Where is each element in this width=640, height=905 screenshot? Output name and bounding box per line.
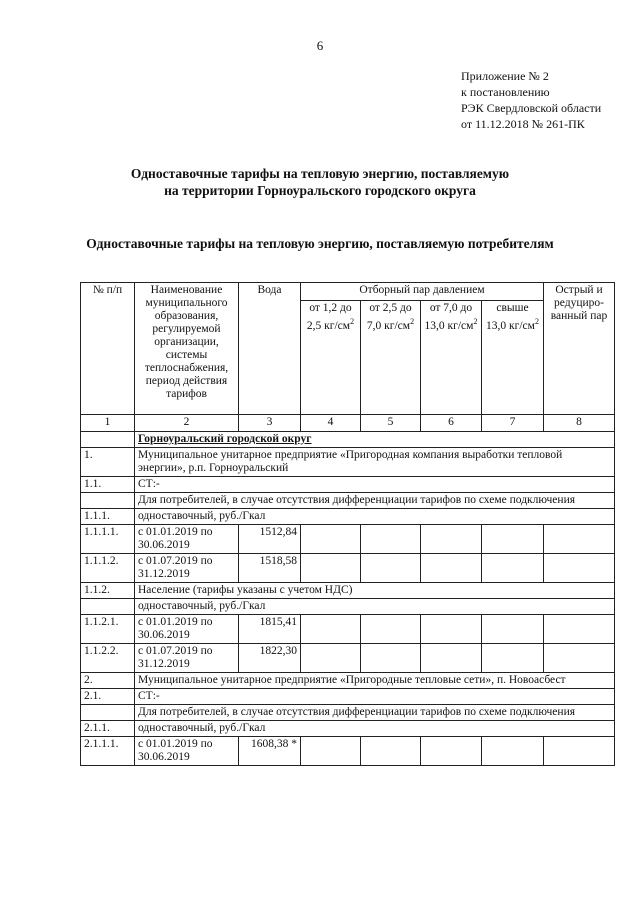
water-tariff: 1512,84 bbox=[239, 525, 301, 554]
table-row bbox=[81, 448, 615, 477]
organization-name: Муниципальное унитарное предприятие «Пригородная компания выработки тепловой энергии», р.п. Горноуральский bbox=[135, 448, 615, 477]
tariff-type: одноставочный, руб./Гкал bbox=[135, 509, 615, 525]
table-row bbox=[81, 509, 615, 525]
table-row bbox=[81, 673, 615, 689]
consumer-group: Население (тарифы указаны с учетом НДС) bbox=[135, 583, 615, 599]
col-number: 7 bbox=[482, 415, 544, 432]
table-row bbox=[81, 721, 615, 737]
row-number: 1.1.2. bbox=[81, 583, 135, 599]
system-name: СТ:- bbox=[135, 689, 615, 705]
col-number: 8 bbox=[544, 415, 615, 432]
water-tariff: 1518,58 bbox=[239, 554, 301, 583]
row-number: 2.1.1. bbox=[81, 721, 135, 737]
table-row bbox=[81, 599, 615, 615]
document-title bbox=[0, 165, 640, 199]
col-number: 3 bbox=[239, 415, 301, 432]
table-row bbox=[81, 644, 615, 673]
row-number: 1. bbox=[81, 448, 135, 477]
header-pressure-4: свыше 13,0 $кг/см^2$ bbox=[482, 301, 544, 415]
col-number: 4 bbox=[301, 415, 361, 432]
row-number: 2. bbox=[81, 673, 135, 689]
row-number: 2.1.1.1. bbox=[81, 737, 135, 766]
district-name: Горноуральский городской округ bbox=[135, 432, 615, 448]
water-tariff: 1822,30 bbox=[239, 644, 301, 673]
col-number: 5 bbox=[361, 415, 421, 432]
row-number: 1.1.1.2. bbox=[81, 554, 135, 583]
title-line: на территории Горноуральского городского округа bbox=[164, 183, 476, 198]
tariff-type: одноставочный, руб./Гкал bbox=[135, 721, 615, 737]
header-pressure-2: от 2,5 до 7,0 $кг/см^2$ bbox=[361, 301, 421, 415]
header-water: Вода bbox=[239, 283, 301, 415]
header-pressure-1: от 1,2 до 2,5 $кг/см^2$ bbox=[301, 301, 361, 415]
header-steam-group: Отборный пар давлением bbox=[301, 283, 544, 301]
appendix-line: Приложение № 2 bbox=[461, 69, 549, 83]
col-number: 2 bbox=[135, 415, 239, 432]
water-tariff: 1815,41 bbox=[239, 615, 301, 644]
table-row bbox=[81, 705, 615, 721]
title-line: Одноставочные тарифы на тепловую энергию, поставляемую bbox=[130, 166, 510, 181]
page-number: 6 bbox=[316, 38, 324, 53]
row-number: 1.1.1. bbox=[81, 509, 135, 525]
system-name: СТ:- bbox=[135, 477, 615, 493]
period: с 01.07.2019 по 31.12.2019 bbox=[135, 644, 239, 673]
table-row bbox=[81, 554, 615, 583]
consumer-group: Для потребителей, в случае отсутствия дифференциации тарифов по схеме подключения bbox=[135, 493, 615, 509]
appendix-line: РЭК Свердловской области bbox=[461, 101, 602, 115]
table-caption: Одноставочные тарифы на тепловую энергию, поставляемую потребителям bbox=[86, 236, 554, 251]
row-number: 2.1. bbox=[81, 689, 135, 705]
consumer-group: Для потребителей, в случае отсутствия дифференциации тарифов по схеме подключения bbox=[135, 705, 615, 721]
tariff-table bbox=[80, 282, 615, 766]
header-name: Наименование муниципального образования, регулируемой организации, системы теплоснабжения, период действия тарифов bbox=[135, 283, 239, 415]
appendix-block bbox=[461, 68, 601, 132]
row-number: 1.1.1.1. bbox=[81, 525, 135, 554]
table-row bbox=[81, 689, 615, 705]
period: с 01.07.2019 по 31.12.2019 bbox=[135, 554, 239, 583]
header-sharp-steam: Острый и редуциро-ванный пар bbox=[544, 283, 615, 415]
table-row bbox=[81, 493, 615, 509]
table-row bbox=[81, 477, 615, 493]
period: с 01.01.2019 по 30.06.2019 bbox=[135, 737, 239, 766]
header-pressure-3: от 7,0 до 13,0 $кг/см^2$ bbox=[421, 301, 482, 415]
table-row bbox=[81, 737, 615, 766]
period: с 01.01.2019 по 30.06.2019 bbox=[135, 525, 239, 554]
row-number: 1.1.2.2. bbox=[81, 644, 135, 673]
table-row bbox=[81, 525, 615, 554]
col-number: 6 bbox=[421, 415, 482, 432]
table-row bbox=[81, 583, 615, 599]
table-row bbox=[81, 615, 615, 644]
appendix-line: от 11.12.2018 № 261-ПК bbox=[461, 117, 585, 131]
col-number: 1 bbox=[81, 415, 135, 432]
table-row bbox=[81, 432, 615, 448]
row-number: 1.1. bbox=[81, 477, 135, 493]
appendix-line: к постановлению bbox=[461, 85, 550, 99]
tariff-type: одноставочный, руб./Гкал bbox=[135, 599, 615, 615]
row-number: 1.1.2.1. bbox=[81, 615, 135, 644]
period: с 01.01.2019 по 30.06.2019 bbox=[135, 615, 239, 644]
water-tariff: 1608,38 * bbox=[239, 737, 301, 766]
header-num: № п/п bbox=[81, 283, 135, 415]
organization-name: Муниципальное унитарное предприятие «Пригородные тепловые сети», п. Новоасбест bbox=[135, 673, 615, 689]
